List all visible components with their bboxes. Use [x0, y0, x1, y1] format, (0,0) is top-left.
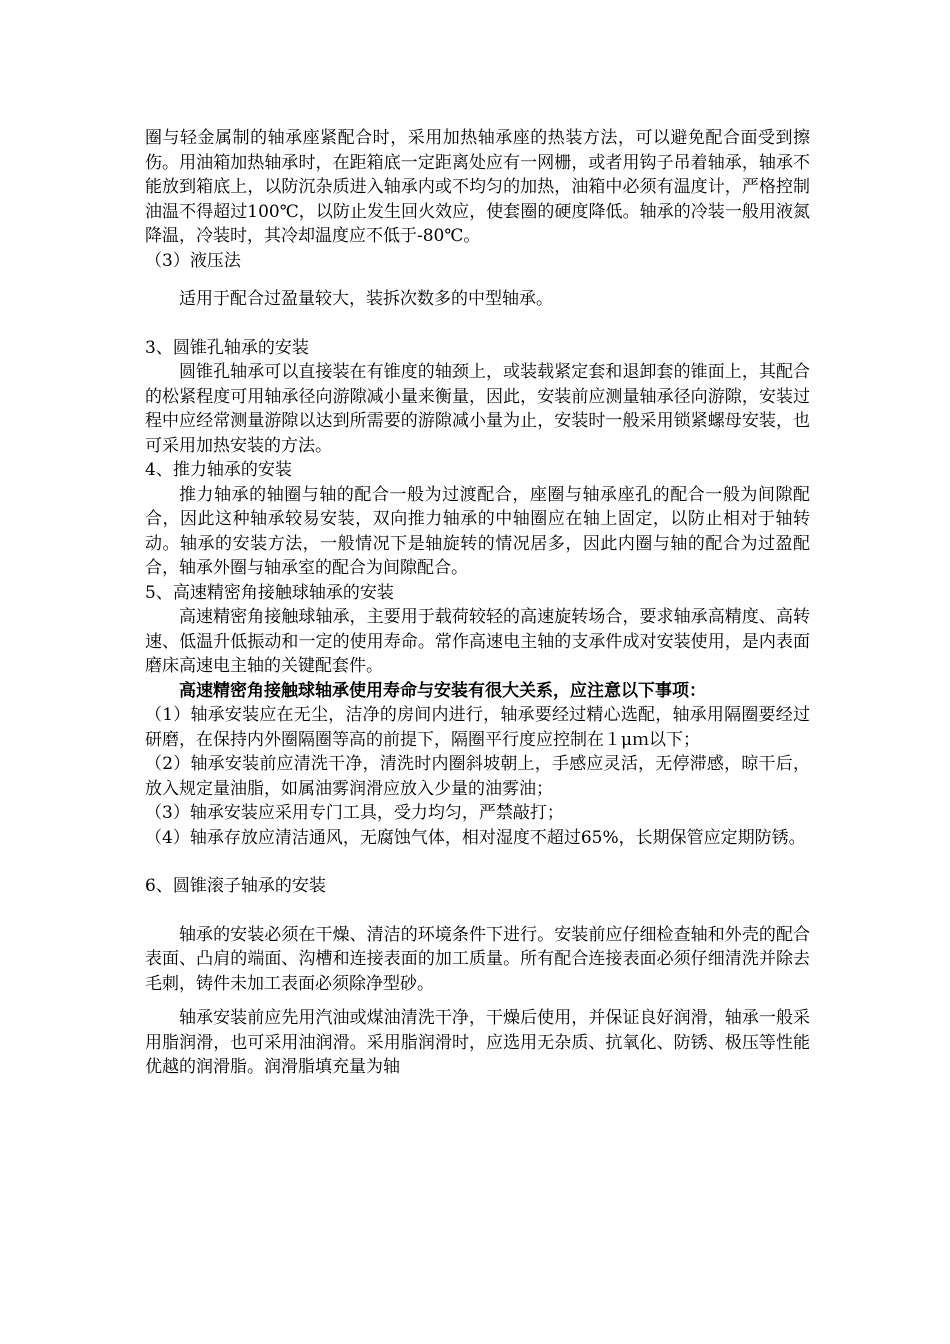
- paragraph-hydraulic-method: 适用于配合过盈量较大，装拆次数多的中型轴承。: [179, 289, 553, 309]
- heading-angular-contact-bearing: 5、高速精密角接触球轴承的安装: [145, 582, 394, 603]
- paragraph-angular-contact-bearing: 高速精密角接触球轴承，主要用于载荷较轻的高速旋转场合，要求轴承高精度、高转速、低温升低振动和一定的使用寿命。常作高速电主轴的支承件成对安装使用，是内表面磨床高速电主轴的关键配套件。: [145, 607, 810, 676]
- document-page: [145, 126, 810, 1080]
- notice-item-2: （2）轴承安装前应清洗干净，清洗时内圈斜坡朝上，手感应灵活，无停滞感，晾干后，放入规定量油脂，如属油雾润滑应放入少量的油雾油；: [145, 754, 810, 799]
- heading-thrust-bearing: 4、推力轴承的安装: [145, 460, 292, 480]
- heading-tapered-bore-bearing: 3、圆锥孔轴承的安装: [145, 337, 309, 358]
- paragraph-hot-mounting: 圈与轻金属制的轴承座紧配合时，采用加热轴承座的热装方法，可以避免配合面受到擦伤。用油箱加热轴承时，在距箱底一定距离处应有一网栅，或者用钩子吊着轴承，轴承不能放到箱底上，以防沉杂质进入轴承内或不均匀的加热，油箱中必须有温度计，严格控制油温不得超过100℃，以防止发生回火效应，使套圈的硬度降低。轴承的冷装一般用液氮降温，冷装时，其冷却温度应不低于-80℃。: [145, 128, 810, 246]
- notice-item-1: （1）轴承安装应在无尘，洁净的房间内进行，轴承要经过精心选配，轴承用隔圈要经过研磨，在保持内外圈隔圈等高的前提下，隔圈平行度应控制在１μｍ以下；: [145, 705, 810, 750]
- heading-tapered-roller-bearing: 6、圆锥滚子轴承的安装: [145, 876, 326, 896]
- paragraph-installation-environment: 轴承的安装必须在干燥、清洁的环境条件下进行。安装前应仔细检查轴和外壳的配合表面、凸肩的端面、沟槽和连接表面的加工质量。所有配合连接表面必须仔细清洗并除去毛刺，铸件未加工表面必须除净型砂。: [145, 924, 810, 994]
- paragraph-tapered-bore-bearing: 圆锥孔轴承可以直接装在有锥度的轴颈上，或装载紧定套和退卸套的锥面上，其配合的松紧程度可用轴承径向游隙减小量来衡量，因此，安装前应测量轴承径向游隙，安装过程中应经常测量游隙以达到所需要的游隙减小量为止，安装时一般采用锁紧螺母安装，也可采用加热安装的方法。: [145, 362, 810, 456]
- paragraph-thrust-bearing: 推力轴承的轴圈与轴的配合一般为过渡配合，座圈与轴承座孔的配合一般为间隙配合，因此这种轴承较易安装，双向推力轴承的中轴圈应在轴上固定，以防止相对于轴转动。轴承的安装方法，一般情况下是轴旋转的情况居多，因此内圈与轴的配合为过盈配合，轴承外圈与轴承室的配合为间隙配合。: [145, 484, 810, 578]
- bold-notice-heading: 高速精密角接触球轴承使用寿命与安装有很大关系，应注意以下事项：: [179, 680, 706, 701]
- notice-item-4: （4）轴承存放应清洁通风，无腐蚀气体，相对湿度不超过65%，长期保管应定期防锈。: [145, 827, 806, 848]
- paragraph-cleaning-lubrication: 轴承安装前应先用汽油或煤油清洗干净，干燥后使用，并保证良好润滑，轴承一般采用脂润滑，也可采用油润滑。采用脂润滑时，应选用无杂质、抗氧化、防锈、极压等性能优越的润滑脂。润滑脂填充量为轴: [145, 1008, 810, 1077]
- notice-item-3: （3）轴承安装应采用专门工具，受力均匀，严禁敲打；: [145, 803, 564, 823]
- subheading-hydraulic-method: （3）液压法: [145, 250, 241, 271]
